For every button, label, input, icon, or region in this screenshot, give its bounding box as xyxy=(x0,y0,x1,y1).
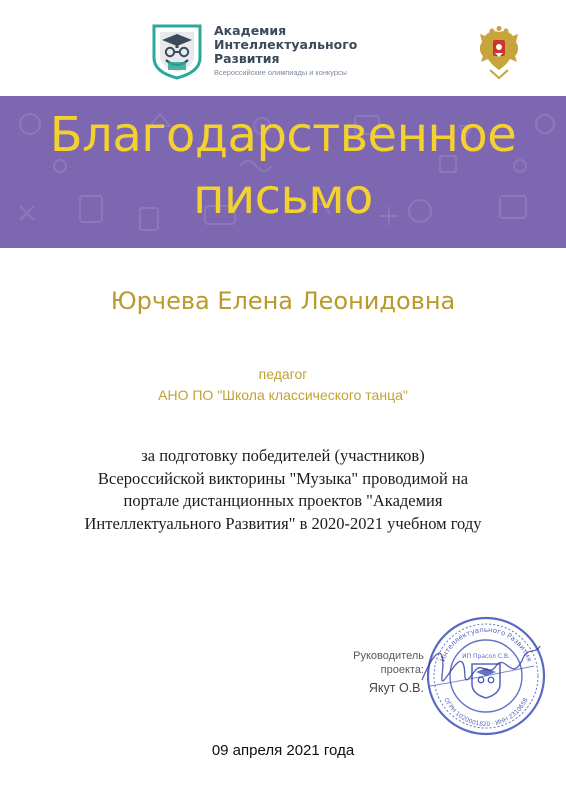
coat-of-arms-icon xyxy=(476,26,522,80)
signatory-role-line-2: проекта: xyxy=(380,664,424,676)
logo-title-line-2: Интеллектуального xyxy=(214,37,358,52)
award-reason-line-2: Всероссийской викторины "Музыка" проводимой на xyxy=(97,468,469,488)
award-reason-line-1: за подготовку победителей (участников) xyxy=(141,446,425,465)
signatory-name: Якут О.В. xyxy=(368,681,424,695)
logo-title-line-3: Развития xyxy=(214,51,280,66)
academy-logo xyxy=(148,22,368,82)
logo-tagline: Всероссийские олимпиады и конкурсы xyxy=(214,68,347,77)
academy-logo-icon xyxy=(148,22,206,80)
stamp-top-text: Интеллектуального Развития xyxy=(438,625,534,663)
certificate-title-line-2: письмо xyxy=(193,169,373,225)
award-reason xyxy=(40,445,526,535)
signatory-role-line-1: Руководитель xyxy=(353,650,424,662)
certificate-title-line-1: Благодарственное xyxy=(49,107,517,163)
title-banner xyxy=(0,96,566,248)
handwritten-signature xyxy=(416,636,546,706)
stamp-bottom-text: ОГРН 1020001820 · ИНН 2310658 xyxy=(442,696,530,729)
award-reason-line-3: портале дистанционных проектов "Академия xyxy=(123,491,443,510)
recipient-position: педагог xyxy=(258,366,308,382)
recipient-name: Юрчева Елена Леонидовна xyxy=(110,287,456,315)
stamp-middle-text: ИП Прасол С.В. xyxy=(462,653,510,660)
certificate-title xyxy=(0,104,566,228)
award-reason-line-4: Интеллектуального Развития" в 2020-2021 учебном году xyxy=(84,513,482,533)
issue-date: 09 апреля 2021 года xyxy=(211,742,355,759)
logo-title-line-1: Академия xyxy=(214,23,287,38)
signatory-block xyxy=(330,649,424,697)
recipient-organization: АНО ПО "Школа классического танца" xyxy=(158,387,408,403)
